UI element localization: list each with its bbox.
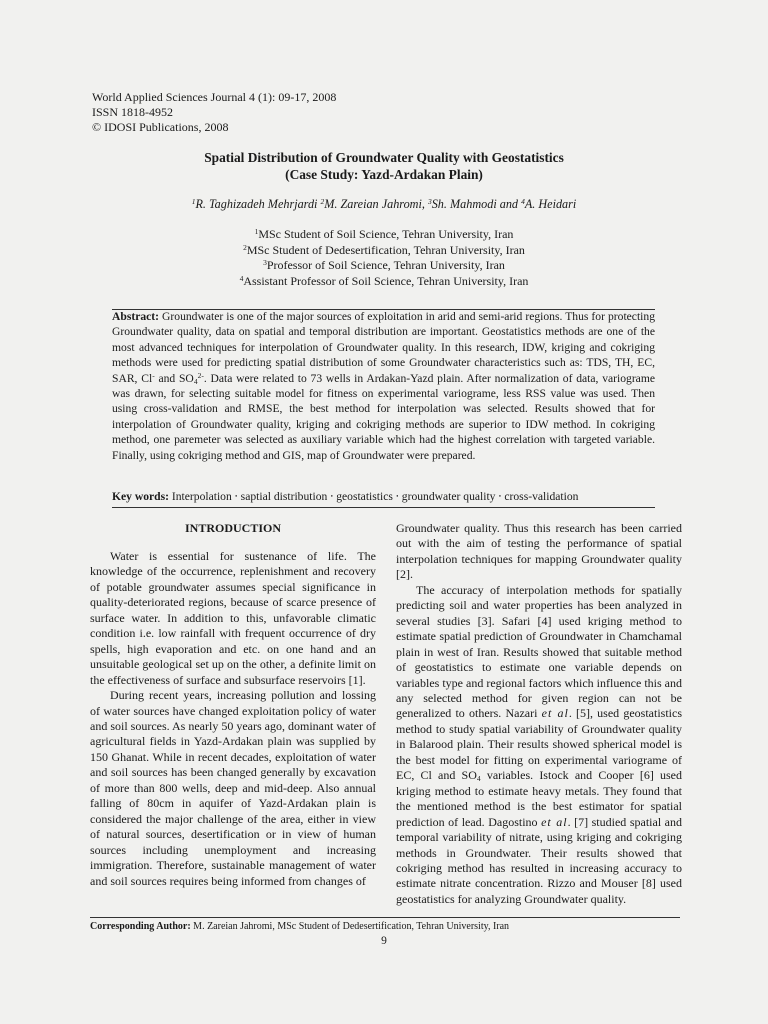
keywords-text: Interpolation ⸱ saptial distribution ⸱ geostatistics ⸱ groundwater quality ⸱ cross-validation [169,490,579,503]
affiliation-3-num: 3 [263,258,267,267]
affiliation-2 [0,243,768,259]
affiliation-2-text: MSc Student of Dedesertification, Tehran University, Iran [246,242,525,257]
affiliation-3-text: Professor of Soil Science, Tehran University, Iran [266,258,505,272]
affiliation-4-text: Assistant Professor of Soil Science, Tehran University, Iran [243,273,529,288]
affiliation-1 [0,227,768,243]
corresponding-text: M. Zareian Jahromi, MSc Student of Dedesertification, Tehran University, Iran [190,921,510,932]
abstract [112,309,655,463]
author-4-num: 4 [521,197,525,206]
author-2-num: 2 [320,197,325,206]
right-column [396,521,682,907]
paper-title [0,150,768,183]
p4-text-d: . [7] studied spatial and temporal variability of nitrate, using kriging and cokriging methods in Groundwater. Their results showed that cokriging method has resulted in increasing accuracy to estimate nitrate concentration. Rizzo and Mouser [8] used geostatistics for analyzing Groundwater quality. [396,814,682,906]
abstract-so4-sup: 2- [197,370,204,380]
publisher-line: © IDOSI Publications, 2008 [92,120,229,134]
p4-text-b: . [5], used geostatistics method to study spatial variability of Groundwater quality in Balarood plain. Their results showed spherical model is the best model for fitting on experimental variograme of EC, Cl and SO [396,706,682,783]
title-line-2: (Case Study: Yazd-Ardakan Plain) [285,166,483,182]
author-2-name: M. Zareian Jahromi, [324,197,425,211]
abstract-so4-sub: 4 [193,376,198,386]
intro-paragraph-3: Groundwater quality. Thus this research has been carried out with the aim of testing the performance of spatial interpolation techniques for mapping Groundwater quality [2]. [396,521,682,582]
abstract-label: Abstract: [112,310,160,323]
affiliation-1-text: MSc Student of Soil Science, Tehran University, Iran [258,227,514,241]
issn-line: ISSN 1818-4952 [92,105,174,119]
intro-paragraph-4 [396,583,682,908]
affiliation-4-num: 4 [239,273,244,283]
author-3-name: Sh. Mahmodi and [431,197,519,211]
affiliation-1-num: 1 [254,227,259,236]
intro-paragraph-2: During recent years, increasing pollution and lossing of water sources have changed exploitation policy of water and soil sources. As nearly 50 years ago, dominant water of agricultural fields in Yazd-Ardakan plain was supplied by 150 Ghanat. While in recent decades, exploitation of water and soil sources has been changed generally by excavation of more than 800 wells, deep and mid-deep. Also annual falling of 80cm in aquifer of Yazd-Ardakan plain is considered the major challenge of the area, either in view of natural sources, desertification or in view of human sources including unemployment and increasing immigration. Therefore, sustainable management of water and soil sources requires being informed from changes of [90,688,376,888]
author-3-num: 3 [427,197,432,206]
left-column [90,549,376,889]
p4-so4-sub: 4 [476,774,481,784]
affiliation-list [0,227,768,289]
introduction-heading: INTRODUCTION [184,521,281,535]
intro-paragraph-1: Water is essential for sustenance of life. The knowledge of the occurrence, replenishment and recovery of potable groundwater assumes special significance in quality-deteriorated regions, because of scarce presence of surface water. In addition to this, unfavorable climatic condition i.e. low rainfall with frequent occurrence of dry spells, high evaporation and etc. on one hand and an unsuitable geological set up on the other, a definite limit on the effectiveness of surface and subsurface reservoirs [1]. [90,549,376,687]
title-line-1: Spatial Distribution of Groundwater Quality with Geostatistics [204,150,564,165]
page-number: 9 [381,935,387,947]
corresponding-author [90,921,509,932]
footnote-divider [90,917,680,918]
keywords-label: Key words: [112,490,169,503]
p4-text-a: The accuracy of interpolation methods for spatially predicting soil and water properties has been analyzed in several studies [3]. Safari [4] used kriging method to estimate spatial prediction of Groundwater in Chamchamal plain in west of Iran. Results showed that suitable method of geostatistics to estimate one variable depends on variables type and regional factors which influence this and any selected method for given region can not be generalized to others. Nazari [396,582,682,721]
abstract-cl-sup: - [152,370,155,380]
keywords [112,489,672,504]
abstract-text-1: Groundwater is one of the major sources of exploitation in arid and semi-arid regions. Thus for protecting Groundwater quality, data on spatial and temporal distribution are important. Geostatistics methods are one of the most advanced techniques for interpolation of Groundwater quality. In this research, IDW, kriging and cokriging methods were used for predicting spatial distribution of some Groundwater characteristics such as: TDS, TH, EC, SAR, Cl [112,310,655,385]
author-4-name: A. Heidari [524,197,577,211]
p4-text-c: variables. Istock and Cooper [6] used kriging method to estimate heavy metals. They found that the mentioned method is the best estimator for spatial prediction of lead. Dagostino [396,768,683,829]
author-1-num: 1 [191,197,196,206]
author-1-name: R. Taghizadeh Mehrjardi [195,197,318,211]
author-list [0,197,768,212]
affiliation-4 [0,274,768,290]
affiliation-2-num: 2 [243,242,247,252]
abstract-text-2: . Data were related to 73 wells in Ardakan-Yazd plain. After normalization of data, variograme was drawn, for selecting suitable model for fitness on experimental variograme, less RSS value was used. Then using cross-validation and RMSE, the best method for interpolation was selected. Results showed that for interpolation of Groundwater quality, kriging and cokriging methods are superior to IDW method. In cokriging method, one paremeter was selected as auxiliary variable which had the highest correlation with targeted variable. Finally, using cokriging method and GIS, map of Groundwater were prepared. [112,371,655,462]
corresponding-label: Corresponding Author: [90,921,191,932]
etal-1: et al [541,706,569,721]
abstract-and: and SO [154,371,194,385]
affiliation-3 [0,258,768,274]
journal-line: World Applied Sciences Journal 4 (1): 09-17, 2008 [92,90,337,104]
journal-header [92,90,336,135]
etal-2: et al [541,814,568,829]
abstract-bottom-divider [112,507,655,508]
